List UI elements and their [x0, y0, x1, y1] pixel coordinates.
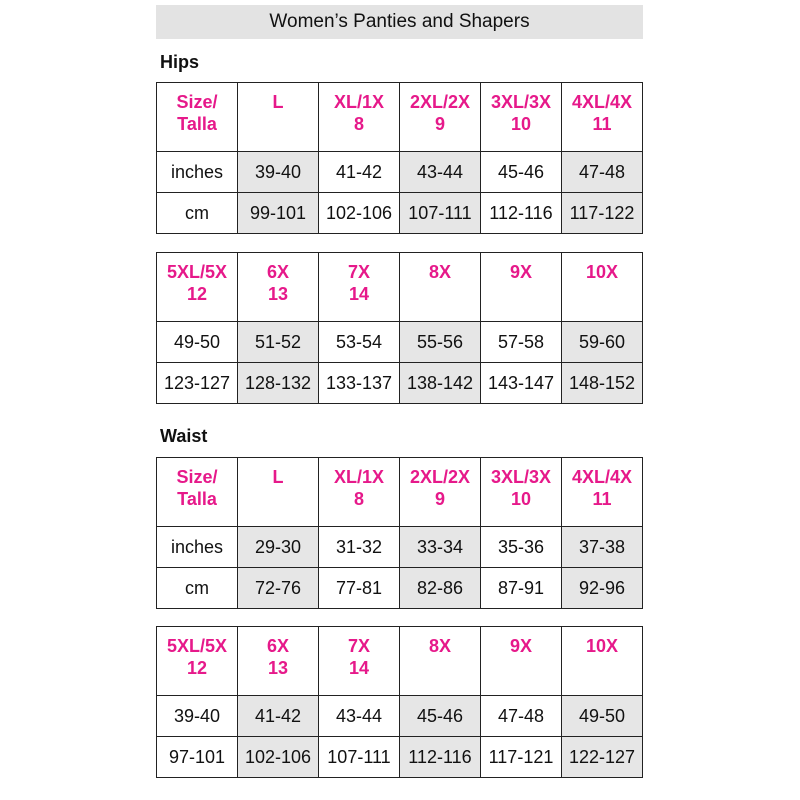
size-number: 8 — [353, 489, 364, 509]
measurement-cell: 47-48 — [481, 696, 562, 737]
measurement-cell: 133-137 — [319, 363, 400, 404]
measurement-cell: 72-76 — [238, 568, 319, 609]
size-name: 10X — [585, 262, 619, 282]
size-name: 3XL/3X — [490, 467, 552, 487]
size-header-row — [157, 458, 643, 527]
measurement-cell: 41-42 — [319, 152, 400, 193]
size-number: 11 — [592, 489, 612, 509]
measurement-cell: 37-38 — [562, 527, 643, 568]
size-header-cell — [238, 627, 319, 696]
unit-label: cm — [157, 193, 238, 234]
measurement-row — [157, 152, 643, 193]
size-name: 7X — [347, 636, 371, 656]
unit-label: cm — [157, 568, 238, 609]
size-name: 6X — [266, 636, 290, 656]
measurement-cell: 39-40 — [238, 152, 319, 193]
size-number: 9 — [434, 489, 445, 509]
size-header-row — [157, 627, 643, 696]
size-header-cell — [238, 253, 319, 322]
hips-table-2 — [156, 252, 643, 404]
size-header-cell — [562, 458, 643, 527]
size-header-cell — [400, 83, 481, 152]
measurement-cell: 87-91 — [481, 568, 562, 609]
size-name: 5XL/5X — [166, 636, 228, 656]
measurement-cell: 112-116 — [481, 193, 562, 234]
size-header-cell — [238, 458, 319, 527]
hips-table-1 — [156, 82, 643, 234]
measurement-row — [157, 527, 643, 568]
measurement-cell: 57-58 — [481, 322, 562, 363]
size-number: 12 — [186, 658, 208, 678]
measurement-cell: 107-111 — [400, 193, 481, 234]
size-header-cell — [481, 253, 562, 322]
size-number: 13 — [267, 284, 289, 304]
chart-title: Women’s Panties and Shapers — [156, 5, 643, 39]
unit-label: inches — [157, 527, 238, 568]
size-header-cell — [400, 627, 481, 696]
size-name: 5XL/5X — [166, 262, 228, 282]
size-name: 2XL/2X — [409, 92, 471, 112]
size-name: XL/1X — [333, 467, 385, 487]
measurement-cell: 33-34 — [400, 527, 481, 568]
size-number: 10 — [510, 114, 532, 134]
measurement-cell: 49-50 — [157, 322, 238, 363]
size-name: Size/ — [176, 92, 218, 112]
measurement-cell: 53-54 — [319, 322, 400, 363]
size-header-cell — [400, 253, 481, 322]
measurement-cell: 102-106 — [319, 193, 400, 234]
size-header-row — [157, 83, 643, 152]
size-header-cell — [562, 83, 643, 152]
size-name: 9X — [509, 636, 533, 656]
size-header-cell — [238, 83, 319, 152]
size-number: 8 — [353, 114, 364, 134]
size-name: 4XL/4X — [571, 467, 633, 487]
section-label-waist: Waist — [160, 426, 208, 446]
size-header-cell — [157, 627, 238, 696]
size-number: 14 — [348, 284, 370, 304]
measurement-cell: 45-46 — [481, 152, 562, 193]
measurement-cell: 47-48 — [562, 152, 643, 193]
size-header-row — [157, 253, 643, 322]
size-header-cell — [157, 253, 238, 322]
measurement-cell: 112-116 — [400, 737, 481, 778]
measurement-cell: 43-44 — [400, 152, 481, 193]
size-name: XL/1X — [333, 92, 385, 112]
size-header-cell — [562, 627, 643, 696]
measurement-row — [157, 568, 643, 609]
size-name: 8X — [428, 636, 452, 656]
size-header-cell — [157, 458, 238, 527]
unit-label: inches — [157, 152, 238, 193]
size-name: Size/ — [176, 467, 218, 487]
measurement-row — [157, 363, 643, 404]
measurement-cell: 82-86 — [400, 568, 481, 609]
measurement-cell: 123-127 — [157, 363, 238, 404]
size-header-cell — [481, 83, 562, 152]
size-name: 2XL/2X — [409, 467, 471, 487]
size-number: Talla — [177, 114, 217, 134]
size-name: 4XL/4X — [571, 92, 633, 112]
measurement-cell: 122-127 — [562, 737, 643, 778]
size-name: 10X — [585, 636, 619, 656]
measurement-cell: 31-32 — [319, 527, 400, 568]
size-number: Talla — [177, 489, 217, 509]
measurement-cell: 51-52 — [238, 322, 319, 363]
size-name: 9X — [509, 262, 533, 282]
size-header-cell — [481, 627, 562, 696]
size-name: L — [272, 92, 284, 112]
measurement-cell: 117-122 — [562, 193, 643, 234]
measurement-cell: 117-121 — [481, 737, 562, 778]
measurement-row — [157, 737, 643, 778]
measurement-cell: 59-60 — [562, 322, 643, 363]
waist-table-2 — [156, 626, 643, 778]
size-header-cell — [319, 458, 400, 527]
measurement-cell: 138-142 — [400, 363, 481, 404]
size-name: 8X — [428, 262, 452, 282]
size-number: 11 — [592, 114, 612, 134]
size-header-cell — [319, 83, 400, 152]
measurement-cell: 92-96 — [562, 568, 643, 609]
measurement-cell: 107-111 — [319, 737, 400, 778]
size-number: 12 — [186, 284, 208, 304]
size-number: 13 — [267, 658, 289, 678]
size-header-cell — [157, 83, 238, 152]
measurement-row — [157, 322, 643, 363]
size-header-cell — [319, 253, 400, 322]
size-header-cell — [400, 458, 481, 527]
size-number: 9 — [434, 114, 445, 134]
measurement-cell: 97-101 — [157, 737, 238, 778]
size-number: 10 — [510, 489, 532, 509]
waist-table-1 — [156, 457, 643, 609]
measurement-cell: 77-81 — [319, 568, 400, 609]
size-name: 3XL/3X — [490, 92, 552, 112]
measurement-row — [157, 696, 643, 737]
measurement-cell: 49-50 — [562, 696, 643, 737]
size-header-cell — [562, 253, 643, 322]
measurement-cell: 43-44 — [319, 696, 400, 737]
measurement-cell: 39-40 — [157, 696, 238, 737]
measurement-cell: 55-56 — [400, 322, 481, 363]
measurement-cell: 35-36 — [481, 527, 562, 568]
measurement-cell: 148-152 — [562, 363, 643, 404]
size-number: 14 — [348, 658, 370, 678]
size-header-cell — [319, 627, 400, 696]
measurement-row — [157, 193, 643, 234]
size-header-cell — [481, 458, 562, 527]
measurement-cell: 29-30 — [238, 527, 319, 568]
measurement-cell: 45-46 — [400, 696, 481, 737]
size-name: 6X — [266, 262, 290, 282]
measurement-cell: 99-101 — [238, 193, 319, 234]
size-name: L — [272, 467, 284, 487]
measurement-cell: 143-147 — [481, 363, 562, 404]
measurement-cell: 41-42 — [238, 696, 319, 737]
size-name: 7X — [347, 262, 371, 282]
measurement-cell: 102-106 — [238, 737, 319, 778]
measurement-cell: 128-132 — [238, 363, 319, 404]
section-label-hips: Hips — [160, 52, 200, 72]
